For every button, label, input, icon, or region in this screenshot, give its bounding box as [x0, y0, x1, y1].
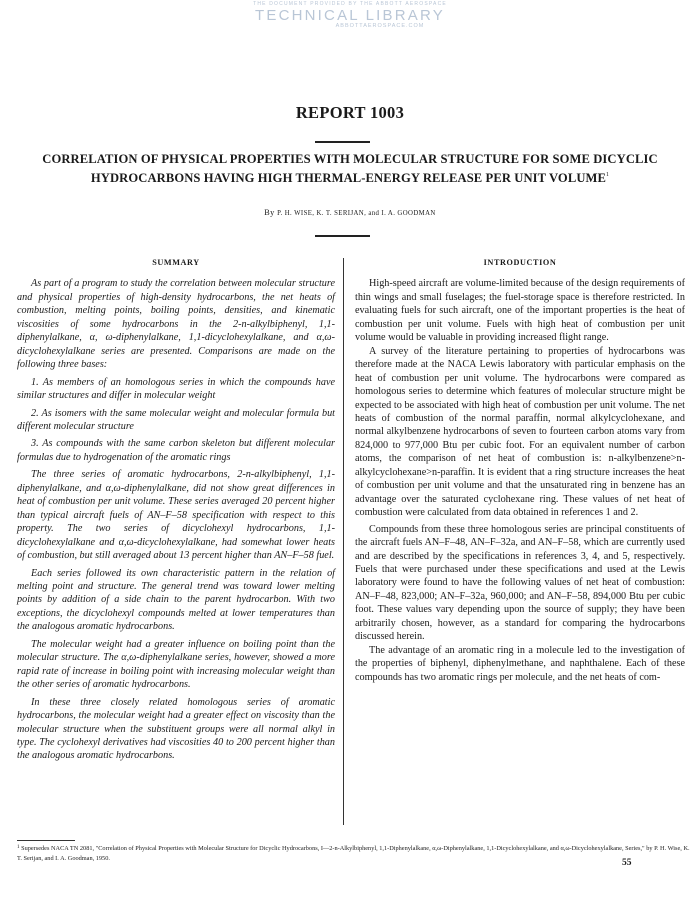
- column-divider: [343, 258, 344, 825]
- page-number: 55: [622, 858, 632, 868]
- title-rule-top: [315, 141, 370, 143]
- summary-column: [17, 256, 335, 767]
- summary-paragraph: Each series followed its own characteristic pattern in the relation of melting point and structure. The general trend was toward lower melting points by addition of a side chain to the parent hydrocarbon. With two exceptions, the dicyclohexyl compounds melted at lower temperatures than the analogous aromatic hydrocarbons.: [17, 567, 335, 633]
- summary-paragraph: In these three closely related homologous series of aromatic hydrocarbons, the molecular weight had a greater effect on viscosity than the molecular structure when the substituent groups were all normal alkyl in type. The cyclohexyl derivatives had viscosities 40 to 200 percent higher than the analogous aromatic hydrocarbons.: [17, 696, 335, 762]
- title-footnote-mark: 1: [606, 172, 610, 178]
- footnote-rule: [17, 840, 75, 841]
- watermark-top-line: THE DOCUMENT PROVIDED BY THE ABBOTT AEROSPACE: [253, 1, 447, 7]
- report-number: REPORT 1003: [295, 103, 405, 122]
- watermark: [0, 2, 700, 30]
- title-rule-bottom: [315, 235, 370, 237]
- byline-authors: P. H. WISE, K. T. SERIJAN, and I. A. GOODMAN: [277, 210, 436, 217]
- introduction-paragraph: The advantage of an aromatic ring in a molecule led to the investigation of the properties of biphenyl, diphenylmethane, and naphthalene. Each of these compounds has two aromatic rings per molecule, and the net heats of com-: [355, 644, 685, 683]
- summary-paragraph: 2. As isomers with the same molecular weight and molecular formula but different molecular structure: [17, 407, 335, 432]
- summary-paragraph: The molecular weight had a greater influence on boiling point than the molecular structure. The α,ω-diphenylalkane series, however, showed a more rapid rate of increase in boiling point with increasing molecular weight than the other series of aromatic hydrocarbons.: [17, 638, 335, 691]
- summary-paragraph: 1. As members of an homologous series in which the compounds have similar structures and differ in molecular weight: [17, 376, 335, 402]
- footnote: [17, 843, 692, 863]
- paper-title-text: CORRELATION OF PHYSICAL PROPERTIES WITH MOLECULAR STRUCTURE FOR SOME DICYCLIC HYDROCARBONS HAVING HIGH THERMAL-ENERGY RELEASE PER UNIT VOLUME: [42, 152, 658, 185]
- paper-title: [40, 151, 660, 186]
- introduction-paragraph: A survey of the literature pertaining to properties of hydrocarbons was therefore made at the NACA Lewis laboratory with particular emphasis on the heat of combustion per unit volume. The hydrocarbons were compared as homologous series to determine which features of molecular structure might be expected to be associated with high heat of combustion per unit volume. The net heats of combustion of the normal paraffin, normal alkylcyclohexane, and normal alkylbenzene hydrocarbons of seven to fourteen carbon atoms vary from 824,000 to 977,000 Btu per cubic foot. For an equivalent number of carbon atoms, the comparison of net heat of combustion is: n-alkylbenzene>n-alkylcyclohexane>n-paraffin. It is evident that a ring structure increases the heat of combustion per unit volume and that the unsaturated ring in benzene has an advantage over the saturated cyclohexane ring. These values of net heat of combustion were calculated from data obtained in references 1 and 2.: [355, 345, 685, 519]
- summary-paragraph: As part of a program to study the correlation between molecular structure and physical properties of high-density hydrocarbons, the net heats of combustion, melting points, boiling points, densities, and kinematic viscosities of some hydrocarbons in the 2-n-alkylbiphenyl, 1,1-diphenylalkane, α, ω-diphenylalkane, 1,1-dicyclohexylalkane, and α,ω-dicyclohexylalkane series are presented. Comparisons are made on the following three bases:: [17, 278, 335, 371]
- footnote-mark: 1: [17, 845, 20, 850]
- introduction-paragraph: Compounds from these three homologous series are principal constituents of the aircraft fuels AN–F–48, AN–F–32a, and AN–F–58, which are currently used and are described by the specifications in references 3, 4, and 5, respectively. Fuels that were purchased under these specifications and used at the Lewis laboratory were found to have the following values of net heat of combustion: AN–F–48, 823,000; AN–F–32a, 960,000; and AN–F–58, 894,000 Btu per cubic foot. These values vary depending upon the source of supply; they have been arbitrarily chosen, however, as a standard for comparing the hydrocarbons discussed herein.: [355, 523, 685, 643]
- watermark-url: ABBOTTAEROSPACE.COM: [335, 23, 425, 29]
- byline-prefix: By: [264, 208, 275, 217]
- introduction-paragraph: High-speed aircraft are volume-limited because of the design requirements of thin wings and small fuselages; the fuel-storage space is therefore restricted. In evaluating fuels for such aircraft, one of the important properties is the heat of combustion per unit volume. Fuels with high heat of combustion per unit volume would be valuable in providing increased flight range.: [355, 278, 685, 344]
- summary-heading: SUMMARY: [152, 258, 200, 267]
- introduction-heading: INTRODUCTION: [483, 258, 557, 267]
- byline: [0, 208, 700, 217]
- footnote-text: Supersedes NACA TN 2081, "Correlation of Physical Properties with Molecular Structure for Dicyclic Hydrocarbons, I—2-n-Alkylbiphenyl, 1,1-Diphenylalkane, α,ω-Diphenylalkane, 1,1-Dicyclohexylalkane, and α,ω-Dicyclohexylalkane, Series," by P. H. Wise, K. T. Serijan, and I. A. Goodman, 1950.: [17, 845, 690, 862]
- summary-paragraph: The three series of aromatic hydrocarbons, 2-n-alkylbiphenyl, 1,1-diphenylalkane, and α,ω-diphenylalkane, did not show great differences in heat of combustion per unit volume. These series averaged 20 percent higher than typical aircraft fuels of AN–F–58 specification with respect to this property. The two series of dicyclohexyl hydrocarbons, 1,1-dicyclohexylalkane and α,ω-dicyclohexylalkane, had somewhat lower heats of combustion, but still averaged about 13 percent higher than AN–F–58 fuel.: [17, 469, 335, 562]
- summary-paragraph: 3. As compounds with the same carbon skeleton but different molecular formulas due to hydrogenation of the aromatic rings: [17, 438, 335, 463]
- watermark-title: TECHNICAL LIBRARY: [255, 7, 445, 24]
- introduction-column: [355, 256, 685, 684]
